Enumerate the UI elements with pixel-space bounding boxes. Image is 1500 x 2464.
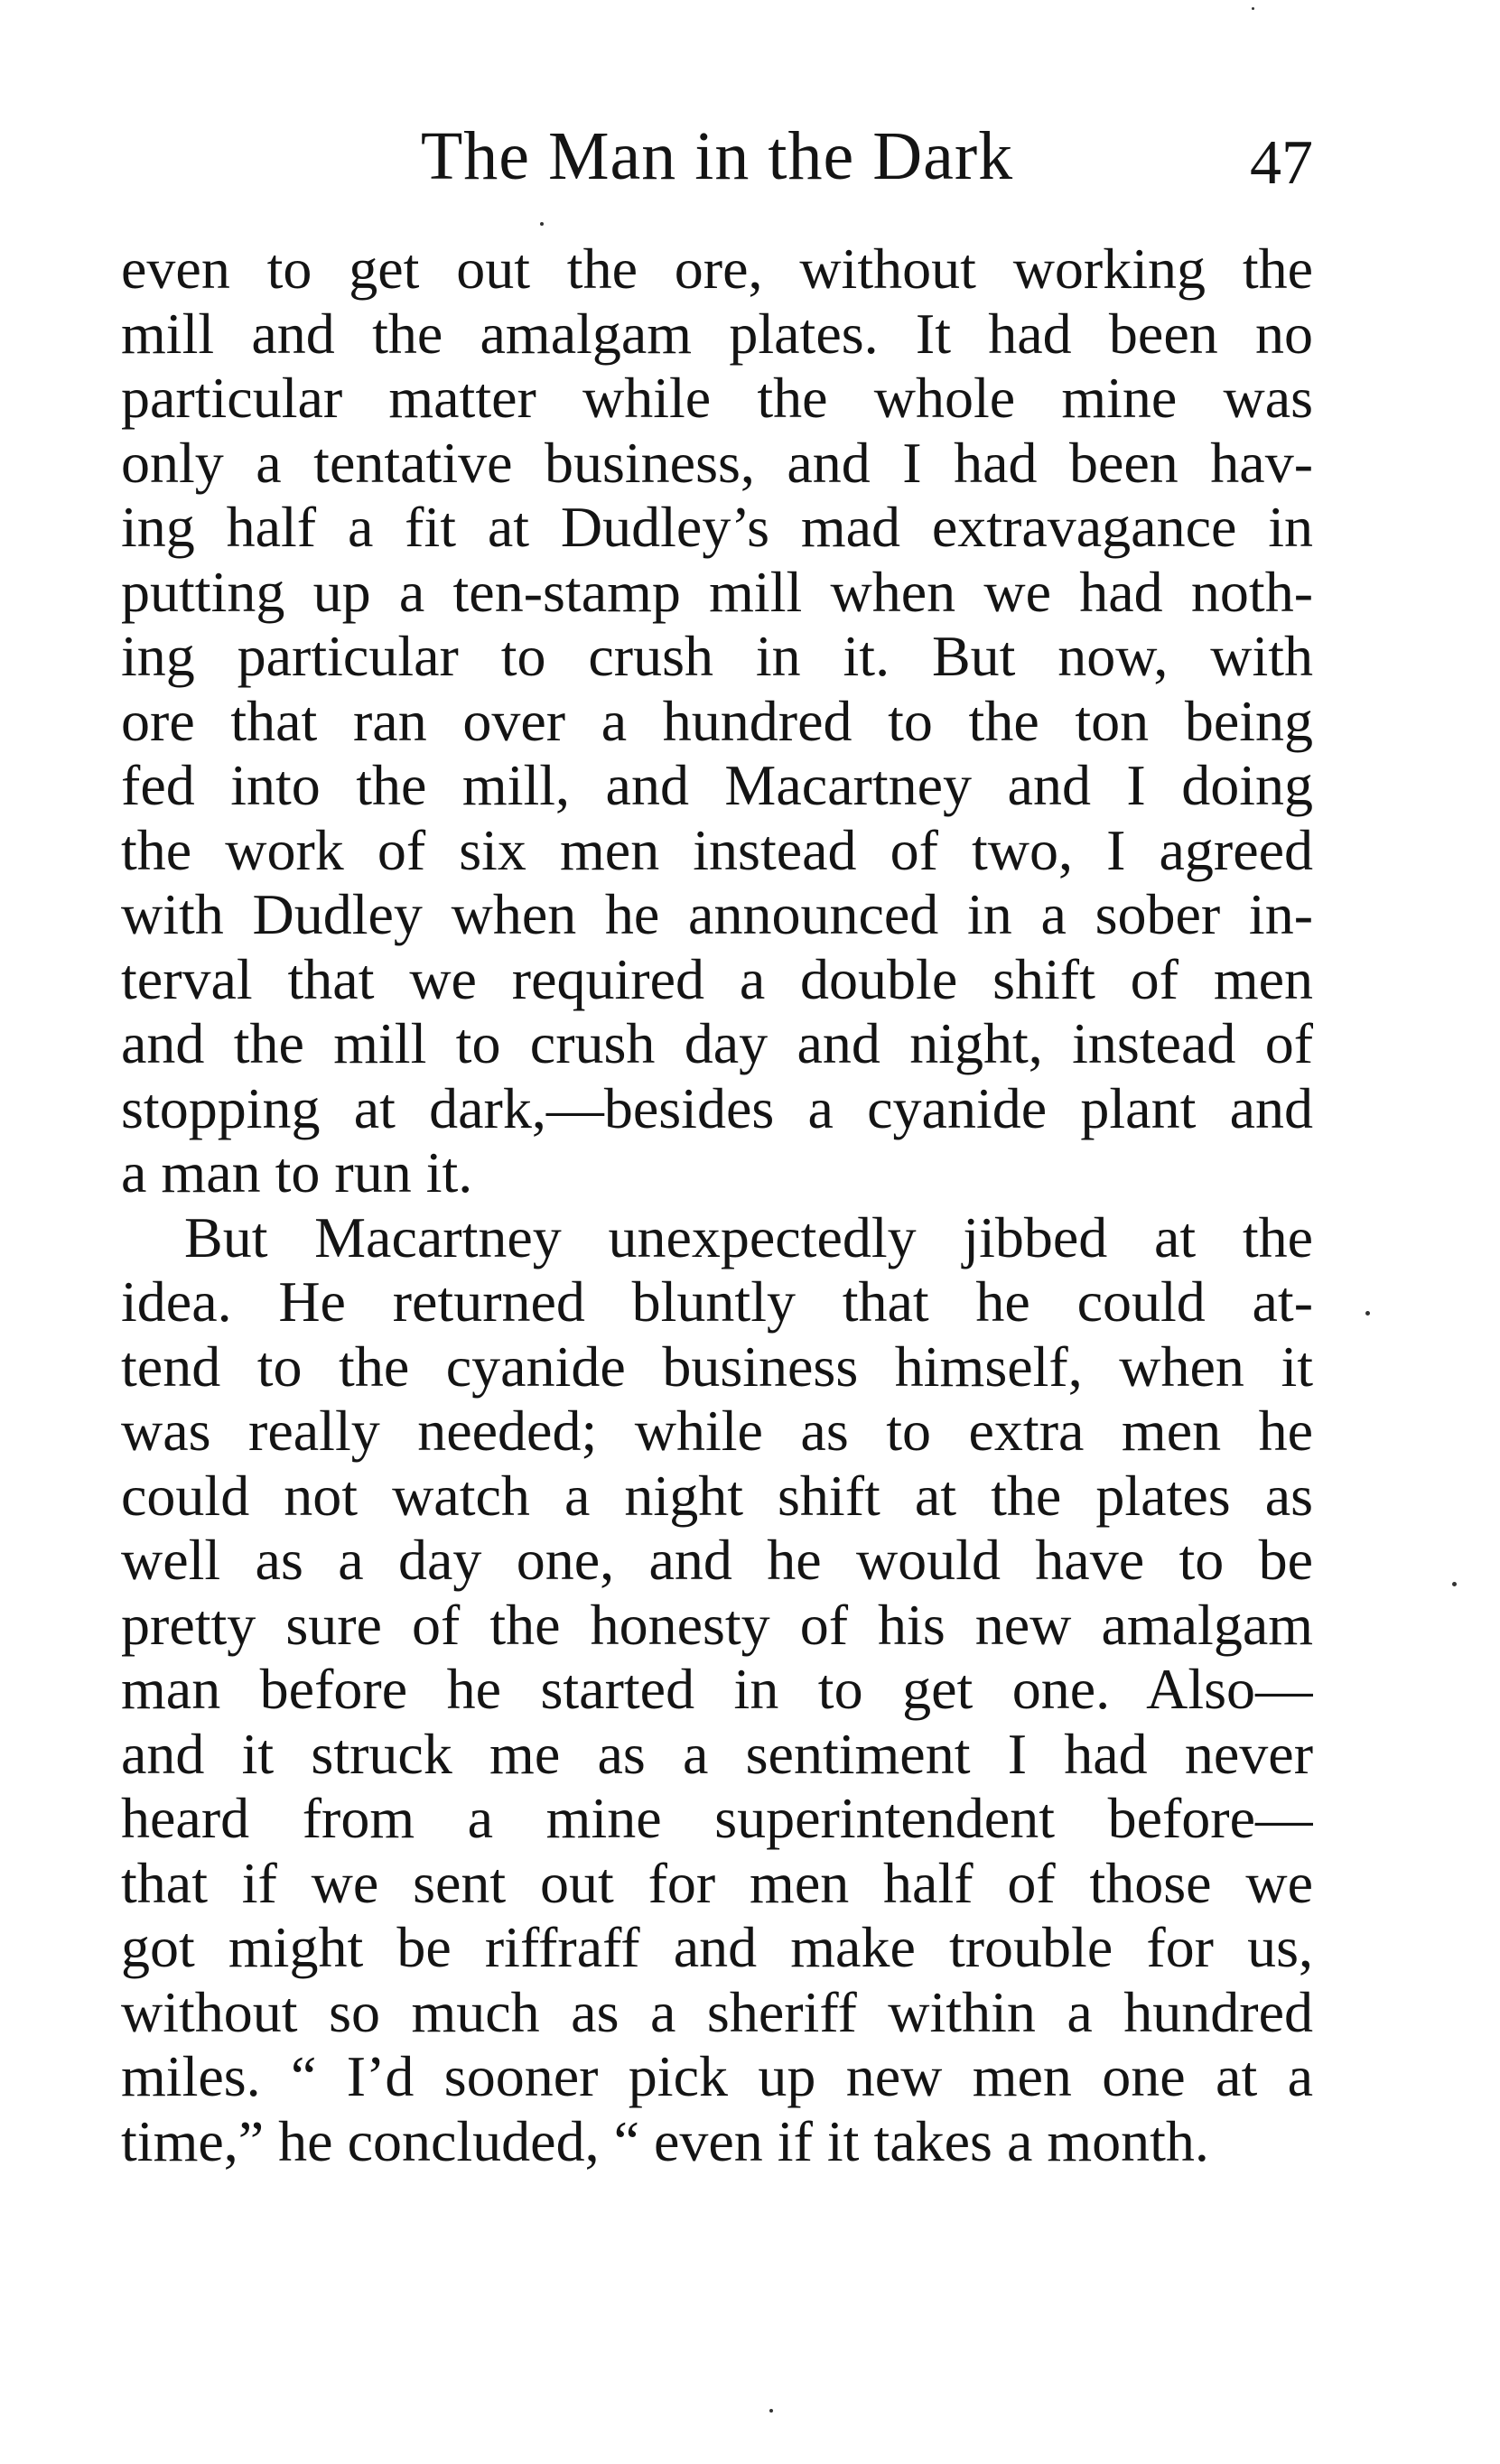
paragraph-2 <box>121 1205 1313 2174</box>
text-line: terval that we required a double shift of men <box>121 946 1313 1011</box>
text-line: heard from a mine superintendent before— <box>121 1786 1313 1850</box>
text-line: a man to run it. <box>121 1140 473 1204</box>
text-line: and it struck me as a sentiment I had never <box>121 1721 1313 1786</box>
scan-speck <box>1252 7 1254 10</box>
text-line: tend to the cyanide business himself, when it <box>121 1334 1313 1399</box>
scan-speck <box>769 2409 773 2413</box>
text-line: the work of six men instead of two, I agreed <box>121 817 1313 882</box>
text-line: man before he started in to get one. Also— <box>121 1657 1313 1721</box>
text-line: that if we sent out for men half of those we <box>121 1850 1313 1915</box>
text-line: without so much as a sheriff within a hundred <box>121 1979 1313 2044</box>
text-line: got might be riffraff and make trouble for us, <box>121 1915 1313 1979</box>
scan-speck <box>1365 1311 1370 1316</box>
text-line: idea. He returned bluntly that he could at- <box>121 1269 1313 1334</box>
text-line: and the mill to crush day and night, instead of <box>121 1011 1313 1075</box>
text-line: ing half a fit at Dudley’s mad extravagance in <box>121 495 1313 559</box>
text-line: But Macartney unexpectedly jibbed at the <box>184 1204 1313 1269</box>
scan-speck <box>540 222 544 226</box>
text-line: particular matter while the whole mine was <box>121 366 1313 430</box>
page-number: 47 <box>1250 128 1313 198</box>
text-line: ing particular to crush in it. But now, with <box>121 624 1313 688</box>
running-head <box>121 116 1313 197</box>
text-line: with Dudley when he announced in a sober in- <box>121 882 1313 946</box>
text-line: stopping at dark,—besides a cyanide plant and <box>121 1075 1313 1140</box>
text-line: mill and the amalgam plates. It had been no <box>121 301 1313 366</box>
text-line: pretty sure of the honesty of his new amalgam <box>121 1592 1313 1657</box>
text-line: only a tentative business, and I had been hav- <box>121 430 1313 495</box>
scan-speck <box>1452 1582 1457 1586</box>
text-line: putting up a ten-stamp mill when we had noth- <box>121 559 1313 624</box>
paragraph-1 <box>121 237 1313 1205</box>
body-text <box>121 237 1313 2173</box>
text-line: could not watch a night shift at the plates as <box>121 1463 1313 1528</box>
text-line: was really needed; while as to extra men he <box>121 1399 1313 1463</box>
running-title: The Man in the Dark <box>420 118 1014 194</box>
text-line: well as a day one, and he would have to be <box>121 1528 1313 1592</box>
text-line: even to get out the ore, without working the <box>121 237 1313 301</box>
text-line: miles. “ I’d sooner pick up new men one at a <box>121 2044 1313 2108</box>
text-line: fed into the mill, and Macartney and I doing <box>121 753 1313 817</box>
text-line: ore that ran over a hundred to the ton being <box>121 688 1313 753</box>
text-line: time,” he concluded, “ even if it takes a month. <box>121 2108 1209 2173</box>
